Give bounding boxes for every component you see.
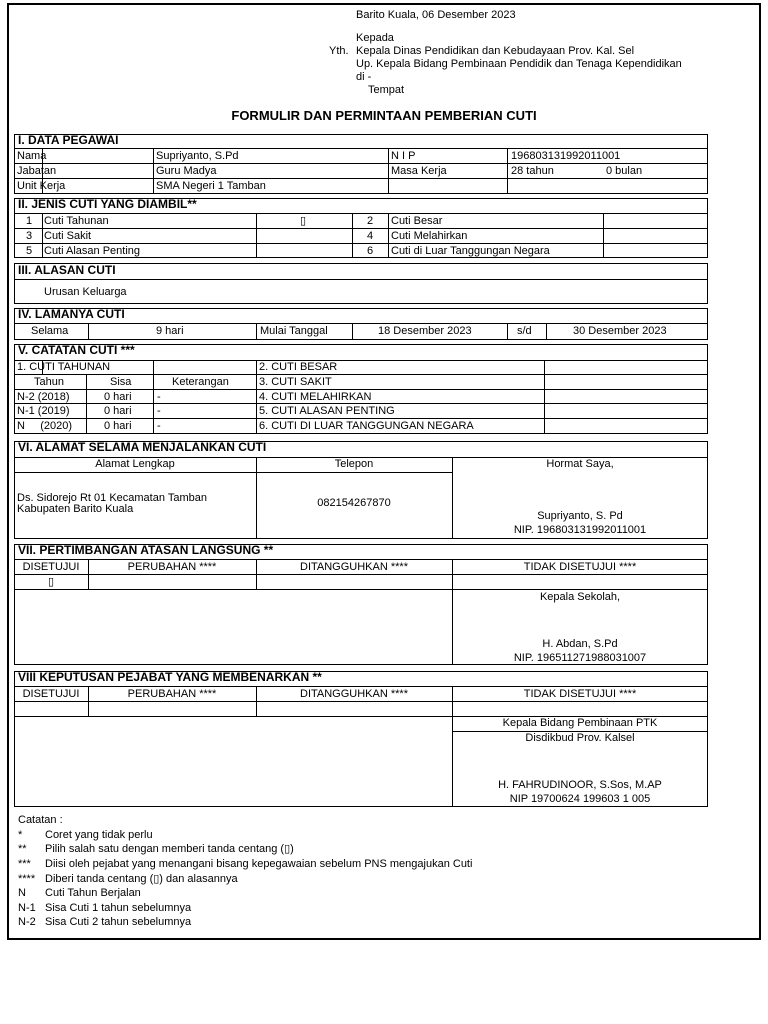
mulai-tanggal-value: 18 Desember 2023 xyxy=(378,325,472,337)
alamat-line1: Ds. Sidorejo Rt 01 Kecamatan Tamban xyxy=(17,492,207,504)
pemohon-name: Supriyanto, S. Pd xyxy=(537,510,623,522)
section-1-heading: I. DATA PEGAWAI xyxy=(18,133,119,147)
note-text-5: Cuti Tahun Berjalan xyxy=(45,887,141,899)
masa-kerja-tahun: 28 tahun xyxy=(511,165,554,177)
jabatan-label: Jabatan xyxy=(17,165,57,177)
nama-value: Supriyanto, S.Pd xyxy=(156,150,239,162)
cuti-no-5: 5 xyxy=(26,245,33,257)
row-n1-ket: - xyxy=(157,405,161,417)
pertimbangan-disetujui-checkbox[interactable]: ▯ xyxy=(47,576,55,588)
catatan-title: Catatan : xyxy=(18,814,63,826)
catatan-cuti-sakit: 3. CUTI SAKIT xyxy=(259,376,332,388)
cuti-besar-label: Cuti Besar xyxy=(391,215,443,227)
note-mark-3: *** xyxy=(18,858,31,870)
section-8-heading: VIII KEPUTUSAN PEJABAT YANG MEMBENARKAN ** xyxy=(18,670,322,684)
unit-kerja-value: SMA Negeri 1 Tamban xyxy=(156,180,266,192)
alamat-line2: Kabupaten Barito Kuala xyxy=(17,503,134,515)
pejabat-nip: NIP 19700624 199603 1 005 xyxy=(509,793,651,805)
cuti-tahunan-label: Cuti Tahunan xyxy=(44,215,109,227)
note-mark-2: ** xyxy=(18,843,27,855)
note-mark-6: N-1 xyxy=(18,902,36,914)
note-text-6: Sisa Cuti 1 tahun sebelumnya xyxy=(45,902,192,914)
cuti-no-2: 2 xyxy=(367,215,374,227)
recipient-line1: Kepala Dinas Pendidikan dan Kebudayaan Prov. Kal. Sel xyxy=(356,45,635,57)
note-text-4: Diberi tanda centang (▯) dan alasannya xyxy=(45,873,238,885)
place-date: Barito Kuala, 06 Desember 2023 xyxy=(356,9,516,21)
keputusan-tidak-disetujui: TIDAK DISETUJUI **** xyxy=(523,688,637,700)
masa-kerja-bulan: 0 bulan xyxy=(606,165,643,177)
col-alamat-lengkap: Alamat Lengkap xyxy=(95,458,175,470)
kepala-sekolah-title: Kepala Sekolah, xyxy=(539,591,621,603)
catatan-cuti-alasan-penting: 5. CUTI ALASAN PENTING xyxy=(259,405,395,417)
selama-label: Selama xyxy=(31,325,69,337)
section-7-heading: VII. PERTIMBANGAN ATASAN LANGSUNG ** xyxy=(18,543,274,557)
sd-label: s/d xyxy=(517,325,532,337)
cuti-no-4: 4 xyxy=(367,230,374,242)
cuti-sakit-label: Cuti Sakit xyxy=(44,230,92,242)
kepada-label: Kepada xyxy=(356,32,394,44)
row-n-ket: - xyxy=(157,420,161,432)
note-mark-7: N-2 xyxy=(18,916,36,928)
row-n2-ket: - xyxy=(157,391,161,403)
unit-kerja-label: Unit Kerja xyxy=(17,180,66,192)
note-mark-1: * xyxy=(18,829,23,841)
note-mark-5: N xyxy=(18,887,26,899)
form-title: FORMULIR DAN PERMINTAAN PEMBERIAN CUTI xyxy=(231,108,537,123)
alasan-cuti-value: Urusan Keluarga xyxy=(44,286,127,298)
note-text-2: Pilih salah satu dengan memberi tanda centang (▯) xyxy=(45,843,294,855)
keputusan-perubahan: PERUBAHAN **** xyxy=(127,688,217,700)
cuti-tahunan-title: 1. CUTI TAHUNAN xyxy=(17,361,111,373)
col-keterangan: Keterangan xyxy=(172,376,229,388)
nip-label: N I P xyxy=(391,150,416,162)
pejabat-title-line1: Kepala Bidang Pembinaan PTK xyxy=(502,717,658,729)
telepon-value: 082154267870 xyxy=(317,497,391,509)
kepala-sekolah-name: H. Abdan, S.Pd xyxy=(542,638,618,650)
row-n2-sisa: 0 hari xyxy=(104,391,132,403)
cuti-luar-tanggungan-label: Cuti di Luar Tanggungan Negara xyxy=(391,245,550,257)
section-4-heading: IV. LAMANYA CUTI xyxy=(18,307,125,321)
nip-value: 196803131992011001 xyxy=(511,150,621,162)
sampai-tanggal-value: 30 Desember 2023 xyxy=(573,325,667,337)
catatan-cuti-melahirkan: 4. CUTI MELAHIRKAN xyxy=(259,391,372,403)
nama-label: Nama xyxy=(17,150,47,162)
section-3-heading: III. ALASAN CUTI xyxy=(18,263,116,277)
col-telepon: Telepon xyxy=(334,458,374,470)
cuti-alasan-penting-label: Cuti Alasan Penting xyxy=(44,245,141,257)
section-6-heading: VI. ALAMAT SELAMA MENJALANKAN CUTI xyxy=(18,440,267,454)
pertimbangan-perubahan: PERUBAHAN **** xyxy=(127,561,217,573)
note-text-3: Diisi oleh pejabat yang menangani bisang kepegawaian sebelum PNS mengajukan Cuti xyxy=(45,858,473,870)
cuti-no-1: 1 xyxy=(26,215,33,227)
hormat-saya: Hormat Saya, xyxy=(546,458,614,470)
cuti-no-3: 3 xyxy=(26,230,33,242)
cuti-melahirkan-label: Cuti Melahirkan xyxy=(391,230,468,242)
selama-value: 9 hari xyxy=(156,325,184,337)
keputusan-disetujui: DISETUJUI xyxy=(22,688,80,700)
cuti-no-6: 6 xyxy=(367,245,374,257)
row-n-tahun: N (2020) xyxy=(17,420,73,432)
pejabat-name: H. FAHRUDINOOR, S.Sos, M.AP xyxy=(498,779,662,791)
section-2-heading: II. JENIS CUTI YANG DIAMBIL** xyxy=(18,197,197,211)
note-mark-4: **** xyxy=(18,873,36,885)
catatan-cuti-luar-tanggungan: 6. CUTI DI LUAR TANGGUNGAN NEGARA xyxy=(259,420,474,432)
kepala-sekolah-nip: NIP. 196511271988031007 xyxy=(513,652,647,664)
note-text-7: Sisa Cuti 2 tahun sebelumnya xyxy=(45,916,192,928)
catatan-cuti-besar: 2. CUTI BESAR xyxy=(259,361,338,373)
yth-label: Yth. xyxy=(329,45,349,57)
pemohon-nip: NIP. 196803131992011001 xyxy=(513,524,647,536)
keputusan-ditangguhkan: DITANGGUHKAN **** xyxy=(300,688,408,700)
recipient-line2: Up. Kepala Bidang Pembinaan Pendidik dan Tenaga Kependidikan xyxy=(356,58,682,70)
section-5-heading: V. CATATAN CUTI *** xyxy=(18,343,135,357)
row-n1-sisa: 0 hari xyxy=(104,405,132,417)
cuti-tahunan-checkbox[interactable]: ▯ xyxy=(300,215,307,227)
pejabat-title-line2: Disdikbud Prov. Kalsel xyxy=(525,732,635,744)
row-n2-tahun: N-2 (2018) xyxy=(17,391,70,403)
pertimbangan-tidak-disetujui: TIDAK DISETUJUI **** xyxy=(523,561,637,573)
pertimbangan-disetujui: DISETUJUI xyxy=(22,561,80,573)
pertimbangan-ditangguhkan: DITANGGUHKAN **** xyxy=(300,561,408,573)
row-n1-tahun: N-1 (2019) xyxy=(17,405,70,417)
tempat-label: Tempat xyxy=(368,84,405,96)
note-text-1: Coret yang tidak perlu xyxy=(45,829,153,841)
jabatan-value: Guru Madya xyxy=(156,165,217,177)
masa-kerja-label: Masa Kerja xyxy=(391,165,447,177)
col-tahun: Tahun xyxy=(34,376,64,388)
row-n-sisa: 0 hari xyxy=(104,420,132,432)
col-sisa: Sisa xyxy=(110,376,132,388)
mulai-tanggal-label: Mulai Tanggal xyxy=(260,325,328,337)
di-label: di - xyxy=(356,71,372,83)
